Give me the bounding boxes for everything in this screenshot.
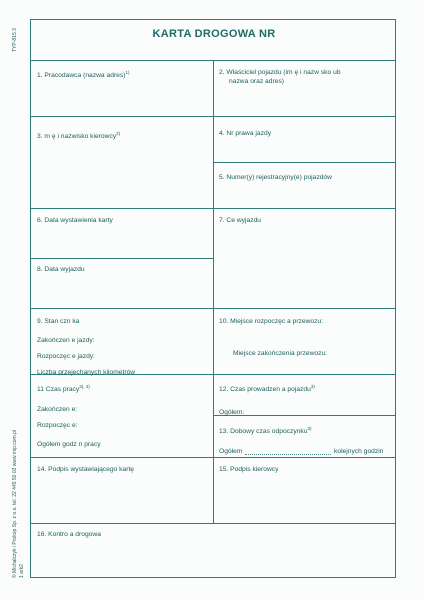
field-11-end: Zakończen e: (37, 406, 78, 413)
field-12-total: Ogółem: (219, 409, 245, 416)
field-9-end: Zakończen e jazdy: (37, 337, 95, 344)
field-12-label: 12. Czas prowadzen a pojazdu$^{3)}$ (219, 384, 315, 394)
field-11-label: 11 Czas pracy$^{3), 4)}$ (37, 384, 90, 394)
field-3-label: 3. m ę i nazwisko kierowcy$^{2)}$ (37, 131, 121, 141)
road-card-form (30, 19, 396, 578)
field-7-label: 7. Ce wyjazdu (219, 217, 262, 224)
field-16-label: 16. Kontro a drogowa (37, 531, 101, 538)
field-2-label-cont: nazwa oraz adres) (229, 78, 285, 85)
field-6-label: 6. Data wystawienia karty (37, 217, 113, 224)
form-title: KARTA DROGOWA NR (152, 28, 276, 40)
field-4-label: 4. Nr prawa jazdy (219, 130, 272, 137)
field-9-total: Liczba przejechanych kilometrów (37, 369, 136, 376)
field-11-start: Rozpoczęc e: (37, 422, 78, 429)
sheet-count-note: 1 ark2 (19, 564, 25, 578)
field-15-label: 15. Podpis kierowcy (219, 466, 279, 473)
field-10-start: 10. Miejsce rozpoczęc a przewozu: (219, 318, 324, 325)
field-13-hours: kolejnych godzin (334, 448, 384, 455)
field-13-total: Ogółem (219, 448, 243, 455)
publisher-note: © Michalczyk i Prokop Sp. z o.o. tel. 22 445 50 03 www.mip.com.pl (12, 430, 18, 578)
form-code: TYP-815 3 (12, 28, 18, 52)
field-14-label: 14. Podpis wystawiającego kartę (37, 466, 135, 473)
field-9-label: 9. Stan czn ka (37, 318, 80, 325)
field-5-label: 5. Numer(y) rejestracyjny(e) pojazdów (219, 174, 332, 181)
field-13-dotted-line (245, 454, 331, 455)
field-1-label: 1. Pracodawca (nazwa adres)$^{1)}$ (37, 70, 130, 80)
field-13-label: 13. Dobowy czas odpoczynku$^{3)}$ (219, 426, 312, 436)
field-9-start: Rozpoczęc e jazdy: (37, 353, 95, 360)
field-11-total: Ogółem godz n pracy (37, 441, 101, 448)
field-10-end: Miejsce zakończenia przewozu: (233, 350, 328, 357)
field-2-label: 2. Właściciel pojazdu (im ę i nazw sko ub (219, 69, 341, 76)
field-8-label: 8. Data wyjazdu (37, 266, 85, 273)
